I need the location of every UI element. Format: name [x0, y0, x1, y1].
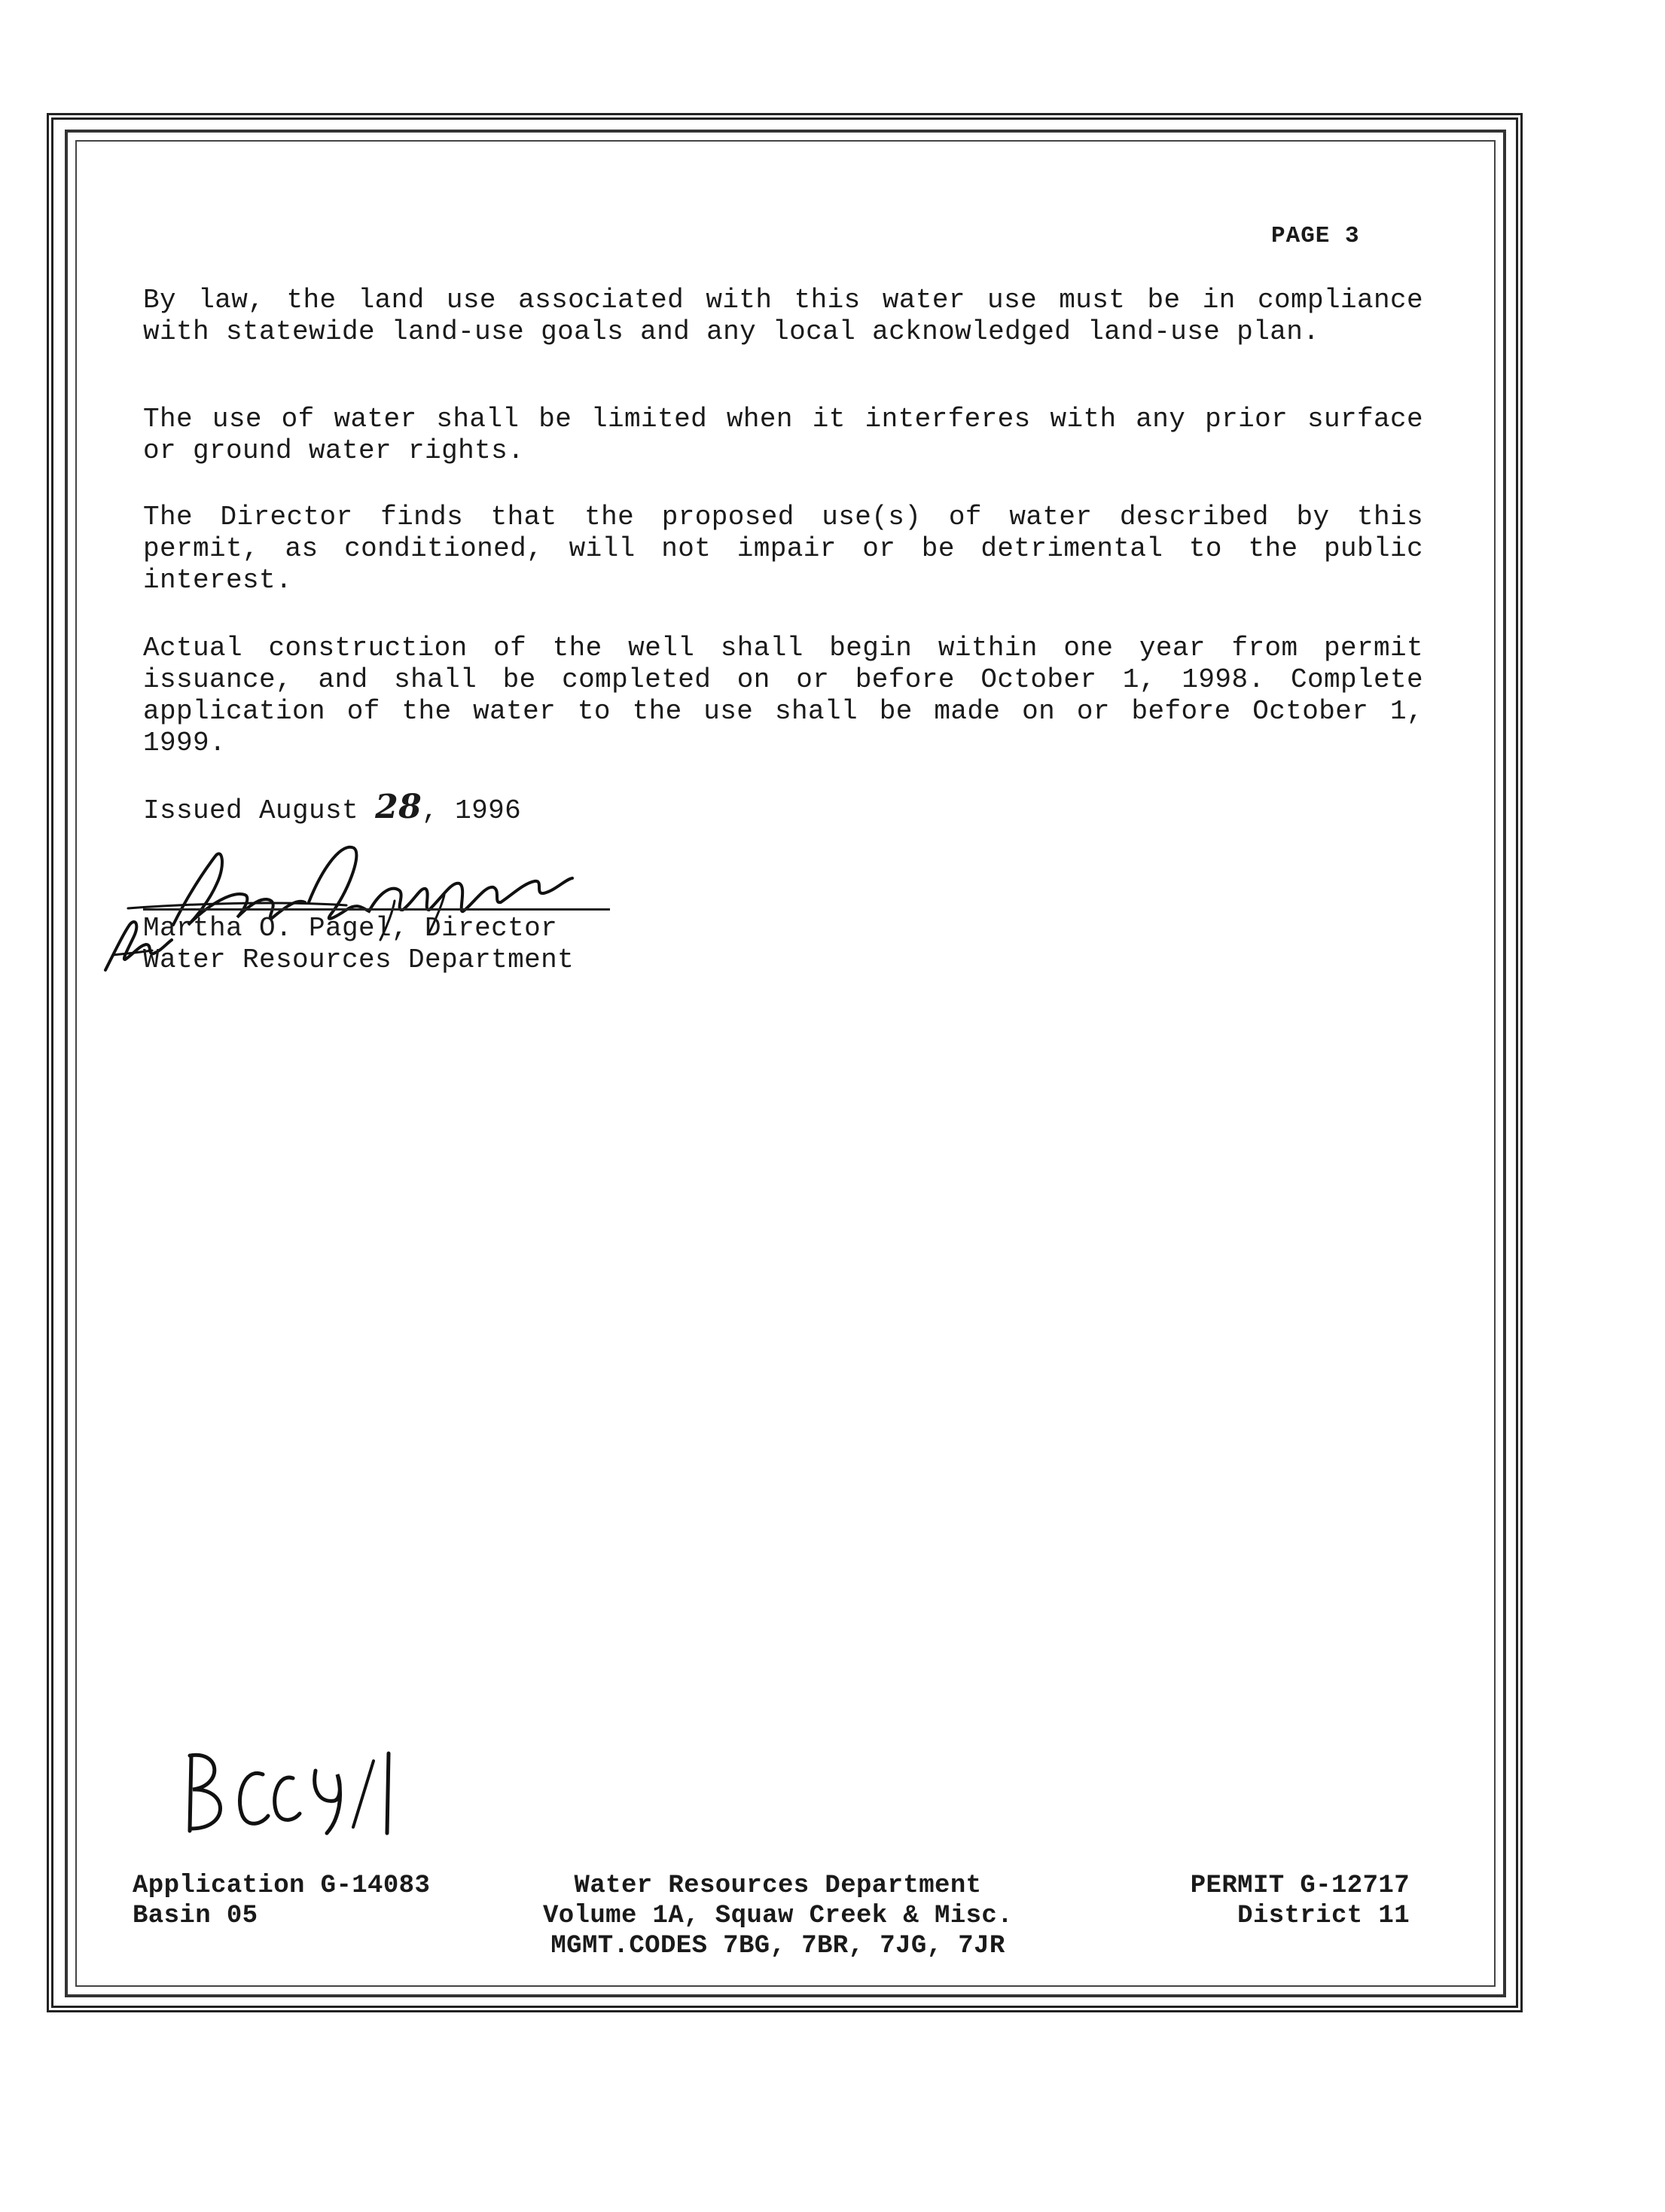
- signer-block: [143, 913, 574, 976]
- footer-application-info: [133, 1871, 430, 1931]
- signer-department: Water Resources Department: [143, 944, 575, 975]
- issued-suffix: , 1996: [422, 795, 522, 826]
- footer-mgmt-codes: MGMT.CODES 7BG, 7BR, 7JG, 7JR: [550, 1932, 1005, 1960]
- footer-department-info: [503, 1871, 1053, 1961]
- paragraph-water-limitation: The use of water shall be limited when it interferes with any prior surface or ground water rights.: [143, 404, 1423, 466]
- page-number: PAGE 3: [1271, 223, 1360, 249]
- signer-name: Martha O. Pagel, Director: [143, 913, 558, 944]
- issued-prefix: Issued August: [143, 795, 376, 826]
- footer-volume: Volume 1A, Squaw Creek & Misc.: [542, 1902, 1014, 1930]
- issued-day-handwritten: 28: [375, 788, 422, 826]
- application-number: Application G-14083: [133, 1872, 431, 1900]
- district-number: District 11: [1237, 1902, 1410, 1930]
- paragraph-construction-deadline: Actual construction of the well shall begin within one year from permit issuance, and shall be completed on or before October 1, 1998. Complete application of the water to the use shall be made on or before October 1, 1999.: [143, 633, 1423, 758]
- permit-number: PERMIT G-12717: [1190, 1872, 1410, 1900]
- basin-number: Basin 05: [133, 1902, 258, 1930]
- handwritten-note: [176, 1744, 402, 1842]
- footer-department: Water Resources Department: [574, 1872, 982, 1900]
- paragraph-land-use: By law, the land use associated with this water use must be in compliance with statewide land-use goals and any local acknowledged land-use plan.: [143, 285, 1423, 347]
- footer-permit-info: [1157, 1871, 1410, 1931]
- signature-line: [143, 908, 610, 911]
- paragraph-director-finding: The Director finds that the proposed use(s) of water described by this permit, as conditioned, will not impair or be detrimental to the public interest.: [143, 502, 1423, 596]
